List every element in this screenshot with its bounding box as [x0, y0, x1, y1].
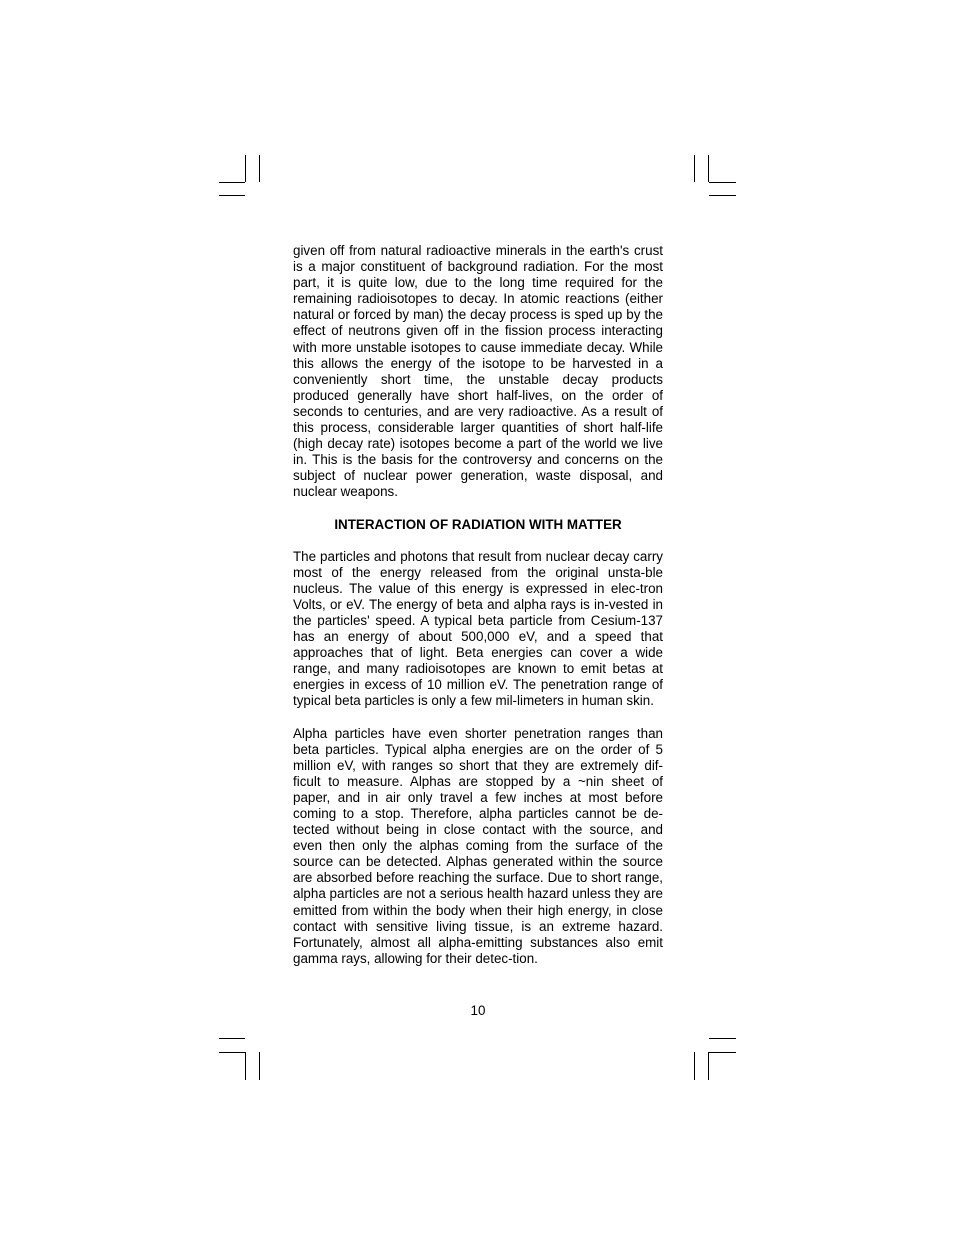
crop-mark-bottom-left-vertical-inner [259, 1052, 260, 1080]
paragraph-background-radiation: given off from natural radioactive minerals in the earth's crust is a major constituent of background radiation. For the most part, it is quite low, due to the long time required for the remaining radioisotopes to decay. In atomic reactions (either natural or forced by man) the decay process is sped up by the effect of neutrons given off in the fission process interacting with more unstable isotopes to cause immediate decay. While this allows the energy of the isotope to be harvested in a conveniently short time, the unstable decay products produced generally have short half-lives, on the order of seconds to centuries, and are very radioactive. As a result of this process, considerable larger quantities of short half-life (high decay rate) isotopes become a part of the world we live in. This is the basis for the controversy and concerns on the subject of nuclear power generation, waste disposal, and nuclear weapons. [293, 243, 663, 500]
crop-mark-bottom-right-vertical-outer [708, 1052, 709, 1080]
text-column [293, 243, 663, 967]
crop-mark-top-left-horizontal-upper [219, 182, 245, 183]
crop-mark-bottom-right-horizontal-upper [709, 1038, 736, 1039]
crop-mark-top-left-vertical-outer [245, 155, 246, 182]
crop-mark-bottom-left-horizontal-upper [219, 1038, 245, 1039]
crop-mark-bottom-left-vertical-outer [245, 1052, 246, 1080]
crop-mark-top-right-vertical-inner [694, 155, 695, 182]
section-heading: INTERACTION OF RADIATION WITH MATTER [334, 516, 622, 532]
crop-mark-bottom-right-horizontal-lower [709, 1052, 736, 1053]
paragraph-particles-and-photons: The particles and photons that result from nuclear decay carry most of the energy released from the original unsta-ble nucleus. The value of this energy is expressed in elec-tron Volts, or eV. The energy of beta and alpha rays is in-vested in the particles' speed. A typical beta particle from Cesium-137 has an energy of about 500,000 eV, and a speed that approaches that of light. Beta energies can cover a wide range, and many radioisotopes are known to emit betas at energies in excess of 10 million eV. The penetration range of typical beta particles is only a few mil-limeters in human skin. [293, 548, 663, 709]
crop-mark-top-right-horizontal-lower [709, 195, 736, 196]
crop-mark-top-left-vertical-inner [259, 155, 260, 182]
crop-mark-bottom-right-vertical-inner [694, 1052, 695, 1080]
crop-mark-top-left-horizontal-lower [219, 195, 245, 196]
paragraph-alpha-particles: Alpha particles have even shorter penetration ranges than beta particles. Typical alpha energies are on the order of 5 million eV, with ranges so short that they are extremely dif-ficult to measure. Alphas are stopped by a ~nin sheet of paper, and in air only travel a few inches at most before coming to a stop. Therefore, alpha particles cannot be de-tected without being in close contact with the source, and even then only the alphas coming from the surface of the source can be detected. Alphas generated within the source are absorbed before reaching the surface. Due to short range, alpha particles are not a serious health hazard unless they are emitted from within the body when their high energy, in close contact with sensitive living tissue, is an extreme hazard. Fortunately, almost all alpha-emitting substances also emit gamma rays, allowing for their detec-tion. [293, 725, 663, 966]
crop-mark-bottom-left-horizontal-lower [219, 1052, 245, 1053]
crop-mark-top-right-vertical-outer [708, 155, 709, 182]
page-number: 10 [470, 1003, 486, 1018]
crop-mark-top-right-horizontal-upper [709, 182, 736, 183]
